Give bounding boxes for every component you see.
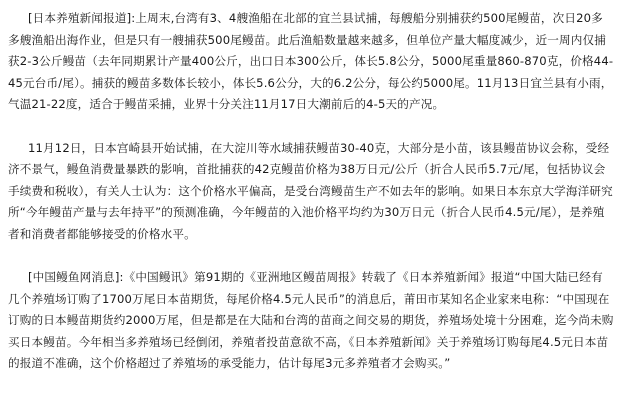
paragraph-china-eel-network: [中国鳗鱼网消息]:《中国鳗讯》第91期的《亚洲地区鳗苗周报》转载了《日本养殖新闻》报道“中国大陆已经有几个养殖场订购了1700万尾日本苗期货，每尾价格4.5元人民币”的消息后，莆田市某知名企业家来电称：“中国现在订购的日本鳗苗期货约2000万尾，但是都是在大陆和台湾的苗商之间交易的期货，养殖场处境十分困难，迄今尚未购买日本鳗苗。今年相当多养殖场已经倒闭，养殖者投苗意欲不高，《日本养殖新闻》关于养殖场订购每尾4.5元日本苗的报道不准确，这个价格超过了养殖场的承受能力，估计每尾3元多养殖者才会购买。”: [8, 270, 614, 370]
paragraph-japan-aquaculture-news: [日本养殖新闻报道]:上周末,台湾有3、4艘渔船在北部的宜兰县试捕，每艘船分别捕获约500尾鳗苗，次日20多多艘渔船出海作业，但是只有一艘捕获500尾鳗苗。此后渔船数量越来越多，但单位产量大幅度减少，近一周内仅捕获2-3公斤鳗苗（去年同期累计产量400公斤，出口日本300公斤，体长5.8公分，5000尾重量860-870克，价格44-45元台币/尾）。捕获的鳗苗多数体长较小，体长5.6公分，大的6.2公分，每公约5000尾。11月13日宜兰县有小雨，气温21-22度，适合于鳗苗采捕，业界十分关注11月17日大潮前后的4-5天的产况。: [8, 11, 614, 111]
paragraph-spacer: [8, 245, 614, 267]
paragraph-miyazaki-trial-catch: 11月12日，日本宫崎县开始试捕，在大淀川等水域捕获鳗苗30-40克，大部分是小苗，该县鳗苗协议会称，受经济不景气，鳗鱼消费量暴跌的影响，首批捕获的42克鳗苗价格为38万日元/公斤（折合人民币5.7元/尾，包括协议会手续费和税收），有关人士认为：这个价格水平偏高，是受台湾鳗苗生产不如去年的影响。如果日本东京大学海洋研究所“今年鳗苗产量与去年持平”的预测准确，今年鳗苗的入池价格平均约为30万日元（折合人民币4.5元/尾），是养殖者和消费者都能够接受的价格水平。: [8, 140, 613, 241]
paragraph-spacer: [8, 116, 614, 138]
